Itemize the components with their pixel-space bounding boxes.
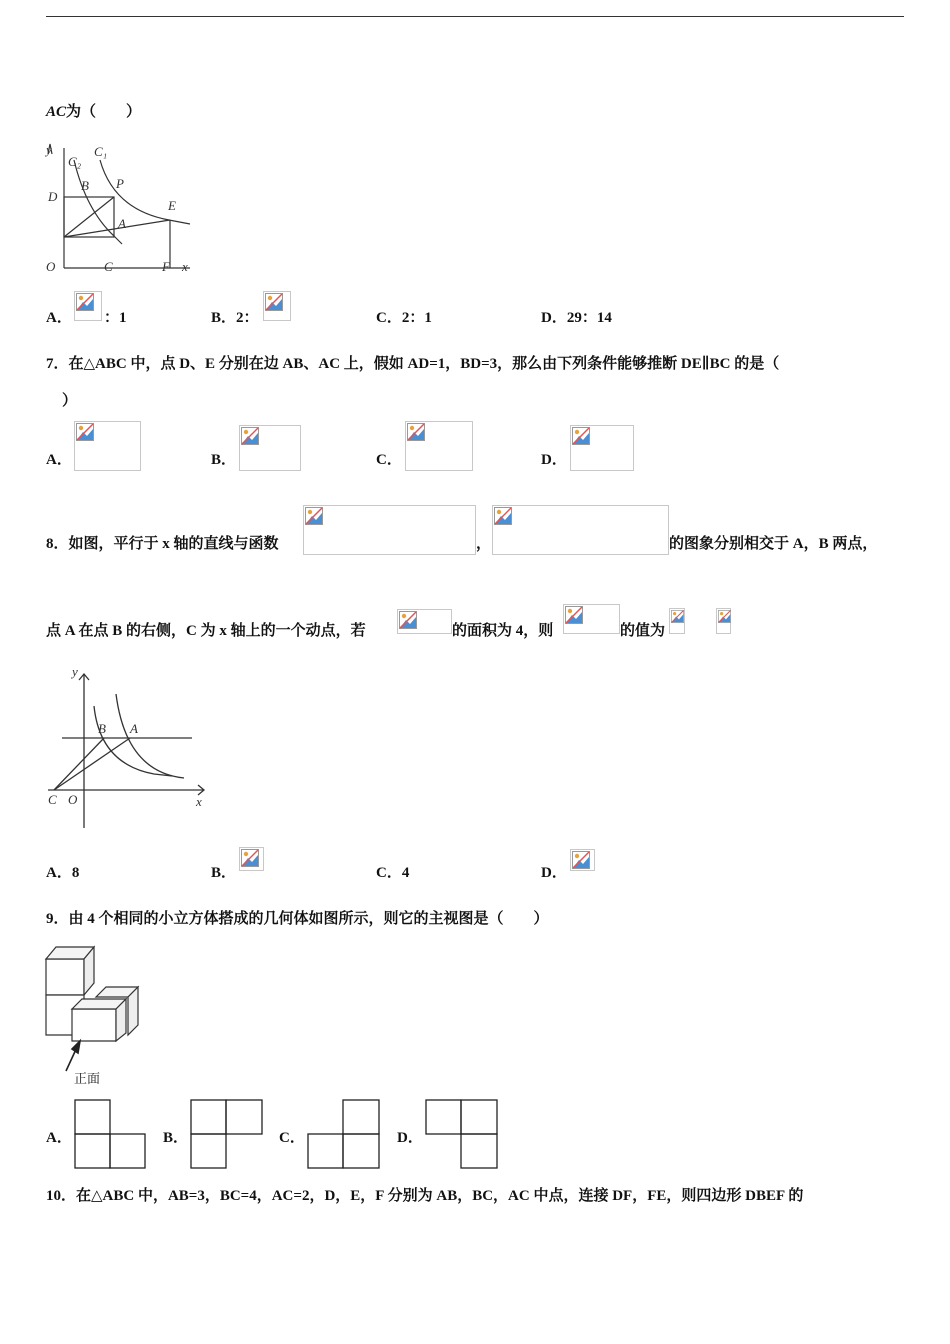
label-x: x: [196, 794, 202, 809]
q9-stem: 9．由 4 个相同的小立方体搭成的几何体如图所示，则它的主视图是（ ）: [46, 911, 549, 927]
broken-image-icon: [76, 293, 94, 311]
q6-option-a[interactable]: A．: [46, 310, 72, 326]
q8-line1-a: 8．如图，平行于 x 轴的直线与函数: [46, 536, 279, 552]
curve-1: [94, 706, 172, 776]
label-b: B: [81, 178, 89, 193]
q7-option-d[interactable]: D．: [541, 452, 567, 468]
q9-option-a-view: [74, 1099, 146, 1169]
q8-triangle-image: [397, 609, 452, 634]
q8-option-d[interactable]: D．: [541, 865, 567, 881]
q8-line2-b: 的面积为 4，则: [452, 623, 554, 639]
label-c2: C₂: [68, 154, 82, 169]
broken-image-icon: [305, 507, 323, 525]
q6-stem-tail: AC为（ ）: [46, 104, 142, 120]
broken-image-icon: [572, 427, 590, 445]
q7-option-c-image: [405, 421, 473, 471]
q6-option-b[interactable]: B．2：: [211, 310, 259, 326]
q8-comma: ，: [476, 536, 492, 552]
label-y: y: [72, 664, 78, 679]
q6-option-c[interactable]: C．2：1: [376, 310, 432, 326]
line-oe: [64, 220, 170, 237]
label-p: P: [116, 176, 124, 191]
broken-image-icon: [399, 611, 417, 629]
q8-blank-image-1: [669, 608, 685, 634]
q7-option-a-image: [74, 421, 141, 471]
broken-image-icon: [718, 610, 731, 623]
segment-cb: [54, 738, 104, 790]
label-y: y: [46, 142, 52, 157]
q7-option-c[interactable]: C．: [376, 452, 402, 468]
q9-option-d[interactable]: D．: [397, 1130, 423, 1146]
broken-image-icon: [494, 507, 512, 525]
q8-figure: [44, 660, 210, 832]
q8-line2-c: 的值为: [620, 623, 666, 639]
segment-ca: [54, 738, 130, 790]
q6-option-a-tail: ：1: [104, 310, 127, 326]
front-label: 正面: [74, 1072, 101, 1086]
label-c1: C₁: [94, 144, 108, 159]
q6-option-d[interactable]: D．29：14: [541, 310, 612, 326]
q8-function1-image: [303, 505, 476, 555]
q9-cube-figure: [44, 943, 140, 1086]
q7-option-b-image: [239, 425, 301, 471]
label-b: B: [98, 721, 106, 736]
q10-stem: 10．在△ABC 中，AB=3，BC=4，AC=2，D，E，F 分别为 AB，BC，AC 中点，连接 DF，FE，则四边形 DBEF 的: [46, 1188, 804, 1204]
q7-option-d-image: [570, 425, 634, 471]
label-c: C: [48, 792, 57, 807]
q9-option-d-view: [425, 1099, 498, 1169]
q6-option-b-image: [263, 291, 291, 321]
label-o: O: [46, 259, 56, 274]
label-o: O: [68, 792, 78, 807]
q7-option-a[interactable]: A．: [46, 452, 72, 468]
broken-image-icon: [565, 606, 583, 624]
q8-function2-image: [492, 505, 669, 555]
label-a: A: [130, 721, 138, 736]
curve-2: [116, 694, 184, 778]
q9-option-c-view: [307, 1099, 380, 1169]
q8-option-c[interactable]: C．4: [376, 865, 410, 881]
q9-option-c[interactable]: C．: [279, 1130, 305, 1146]
label-x: x: [182, 259, 188, 274]
label-f: F: [162, 259, 170, 274]
header-rule: [46, 16, 904, 17]
broken-image-icon: [265, 293, 283, 311]
label-d: D: [48, 189, 58, 204]
q9-option-b-view: [190, 1099, 263, 1169]
broken-image-icon: [241, 849, 259, 867]
broken-image-icon: [572, 851, 590, 869]
q8-option-b[interactable]: B．: [211, 865, 237, 881]
q7-stem: 7．在△ABC 中，点 D、E 分别在边 AB、AC 上，假如 AD=1，BD=3，那么由下列条件能够推断 DE∥BC 的是（: [46, 356, 780, 372]
q9-option-b[interactable]: B．: [163, 1130, 189, 1146]
q8-option-a[interactable]: A．8: [46, 865, 80, 881]
broken-image-icon: [241, 427, 259, 445]
q7-stem-close: ）: [62, 393, 78, 409]
q8-option-b-image: [239, 847, 264, 871]
q9-option-a[interactable]: A．: [46, 1130, 72, 1146]
label-a: A: [118, 216, 126, 231]
broken-image-icon: [76, 423, 94, 441]
q8-option-d-image: [570, 849, 595, 871]
q6-figure: [44, 140, 194, 275]
q7-option-b[interactable]: B．: [211, 452, 237, 468]
q8-line1-b: 的图象分别相交于 A，B 两点，: [669, 536, 878, 552]
broken-image-icon: [407, 423, 425, 441]
label-c: C: [104, 259, 113, 274]
q6-option-a-image: [74, 291, 102, 321]
q8-expression-image: [563, 604, 620, 634]
q8-line2-a: 点 A 在点 B 的右侧，C 为 x 轴上的一个动点，若: [46, 623, 366, 639]
broken-image-icon: [671, 610, 684, 623]
label-e: E: [168, 198, 176, 213]
q8-blank-image-2: [716, 608, 731, 634]
